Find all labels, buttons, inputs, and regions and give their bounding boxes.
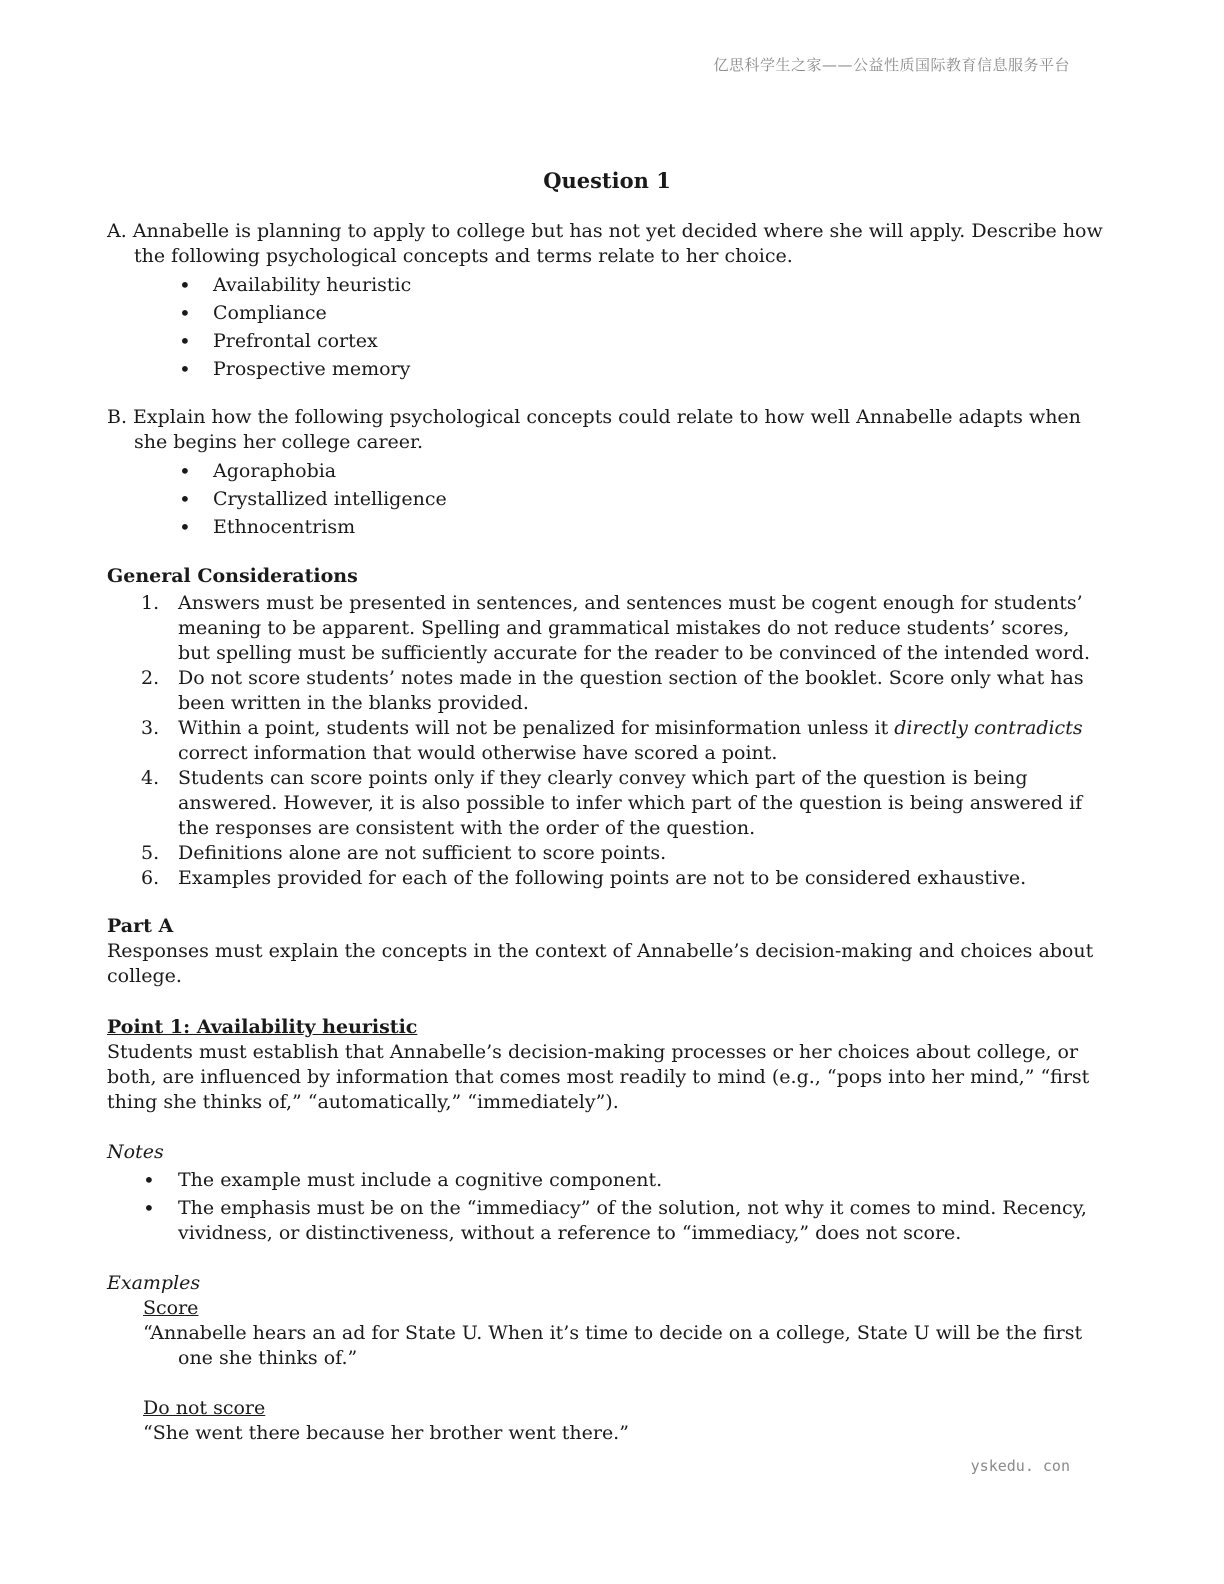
point-1	[107, 1015, 1107, 1115]
list-item: • Prospective memory	[107, 355, 1107, 383]
part-a	[107, 914, 1107, 989]
list-text: Answers must be presented in sentences, and sentences must be cogent enough for students’ meaning to be apparent. Spelling and grammatical mistakes do not reduce students’ scores, but spelling must be sufficiently accurate for the reader to be convinced of the intended word.	[178, 592, 1091, 664]
list-text: Within a point, students will not be penalized for misinformation unless it	[178, 717, 895, 739]
question-a-text: A. Annabelle is planning to apply to college but has not yet decided where she will apply. Describe how the following psychological concepts and terms relate to her choice.	[107, 220, 1103, 267]
header-watermark: 亿思科学生之家——公益性质国际教育信息服务平台	[713, 56, 1070, 74]
point-1-examples	[107, 1271, 1107, 1371]
point-1-notes	[107, 1140, 1107, 1249]
score-example: “Annabelle hears an ad for State U. When it’s time to decide on a college, State U will be the first one she thinks of.”	[143, 1322, 1083, 1369]
list-item: • Prefrontal cortex	[107, 327, 1107, 355]
list-item	[107, 591, 1107, 666]
list-number: 6.	[141, 867, 160, 889]
list-item	[107, 666, 1107, 716]
point-heading: Point 1: Availability heuristic	[107, 1016, 418, 1038]
list-item: • The example must include a cognitive component.	[107, 1168, 1107, 1193]
notes-label: Notes	[107, 1141, 164, 1163]
question-b	[107, 405, 1107, 541]
list-text: Examples provided for each of the following points are not to be considered exhaustive.	[178, 867, 1027, 889]
noscore-label: Do not score	[143, 1397, 266, 1419]
list-number: 3.	[141, 717, 160, 739]
noscore-example: “She went there because her brother went there.”	[143, 1422, 629, 1444]
list-item: • Ethnocentrism	[107, 513, 1107, 541]
list-item: • Availability heuristic	[107, 271, 1107, 299]
list-item: • Compliance	[107, 299, 1107, 327]
section-heading: General Considerations	[107, 565, 358, 587]
point-text: Students must establish that Annabelle’s decision-making processes or her choices about college, or both, are influenced by information that comes most readily to mind (e.g., “pops into her mind,” “first thing she thinks of,” “automatically,” “immediately”).	[107, 1041, 1090, 1113]
list-text: Do not score students’ notes made in the question section of the booklet. Score only what has been written in the blanks provided.	[178, 667, 1084, 714]
section-heading: Part A	[107, 915, 174, 937]
list-item	[107, 716, 1107, 766]
part-a-text: Responses must explain the concepts in the context of Annabelle’s decision-making and choices about college.	[107, 940, 1094, 987]
question-b-list	[107, 457, 1107, 541]
list-item: • The emphasis must be on the “immediacy” of the solution, not why it comes to mind. Recency, vividness, or distinctiveness, without a reference to “immediacy,” does not score.	[107, 1196, 1107, 1246]
page-title: Question 1	[543, 168, 671, 193]
list-text: Definitions alone are not sufficient to score points.	[178, 842, 667, 864]
list-number: 2.	[141, 667, 160, 689]
list-number: 1.	[141, 592, 160, 614]
point-1-noscore	[107, 1396, 1107, 1446]
list-item: • Crystallized intelligence	[107, 485, 1107, 513]
list-text: Students can score points only if they clearly convey which part of the question is being answered. However, it is also possible to infer which part of the question is being answered if the responses are consistent with the order of the question.	[178, 767, 1083, 839]
list-item	[107, 841, 1107, 866]
list-item	[107, 866, 1107, 891]
list-text: correct information that would otherwise have scored a point.	[178, 742, 778, 764]
list-number: 4.	[141, 767, 160, 789]
score-label: Score	[143, 1297, 199, 1319]
notes-list	[107, 1168, 1107, 1246]
question-a	[107, 219, 1107, 383]
list-number: 5.	[141, 842, 160, 864]
list-item	[107, 766, 1107, 841]
question-b-text: B. Explain how the following psychological concepts could relate to how well Annabelle adapts when she begins her college career.	[107, 406, 1081, 453]
general-considerations	[107, 564, 1107, 891]
question-a-list	[107, 271, 1107, 383]
list-text-emphasis: directly contradicts	[894, 717, 1083, 739]
footer-watermark: yskedu. con	[970, 1457, 1070, 1475]
list-item: • Agoraphobia	[107, 457, 1107, 485]
general-list	[107, 591, 1107, 891]
examples-label: Examples	[107, 1272, 201, 1294]
